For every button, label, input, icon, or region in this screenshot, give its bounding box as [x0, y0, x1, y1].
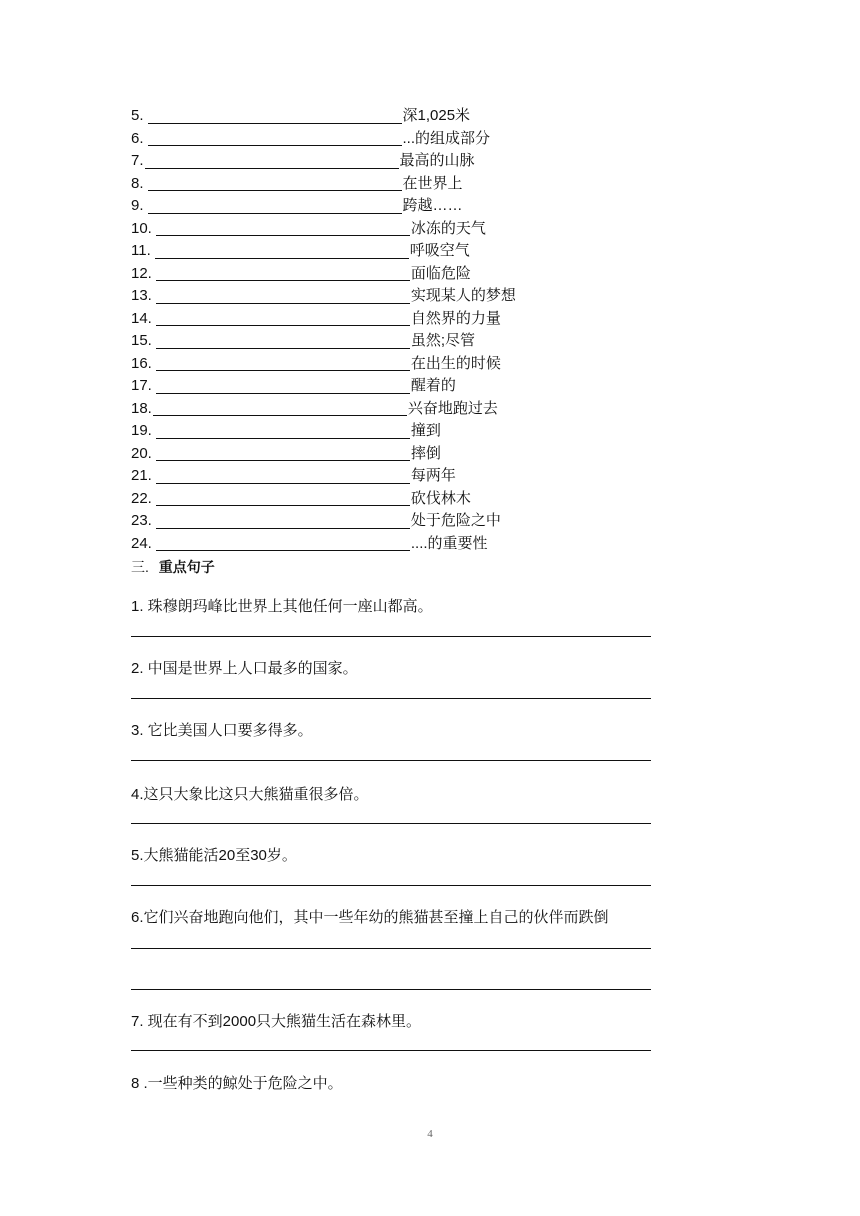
phrase-meaning: 实现某人的梦想	[410, 287, 516, 304]
sentence-6: 6.它们兴奋地跑向他们，其中一些年幼的熊猫甚至撞上自己的伙伴而跌倒	[131, 909, 609, 926]
answer-blank[interactable]	[155, 242, 409, 259]
section-title: 重点句子	[158, 559, 215, 575]
phrase-row	[131, 263, 516, 286]
section-prefix: 三.	[131, 559, 149, 575]
phrase-meaning: 跨越……	[402, 197, 463, 214]
answer-blank[interactable]	[156, 489, 410, 506]
phrase-row	[131, 128, 516, 151]
phrase-number: 15.	[131, 332, 152, 349]
phrase-meaning: 摔倒	[410, 444, 441, 462]
phrase-row	[131, 420, 516, 443]
sentence-5: 5.大熊猫能活20至30岁。	[131, 847, 297, 864]
phrase-meaning: 在世界上	[402, 174, 463, 192]
answer-line[interactable]	[131, 823, 651, 824]
phrase-meaning: 兴奋地跑过去	[407, 399, 498, 417]
phrase-number: 21.	[131, 467, 152, 484]
phrase-number: 22.	[131, 489, 152, 507]
sentence-1: 1. 珠穆朗玛峰比世界上其他任何一座山都高。	[131, 598, 433, 615]
phrase-row	[131, 510, 516, 533]
phrase-row	[131, 375, 516, 398]
answer-line[interactable]	[131, 948, 651, 949]
phrase-meaning: ...的组成部分	[402, 129, 491, 147]
phrase-row	[131, 465, 516, 488]
answer-blank[interactable]	[156, 534, 410, 551]
phrase-row	[131, 533, 516, 556]
phrase-number: 14.	[131, 309, 152, 327]
phrase-meaning: 深1,025米	[402, 107, 471, 124]
sentence-7: 7. 现在有不到2000只大熊猫生活在森林里。	[131, 1013, 422, 1030]
phrase-meaning: 醒着的	[410, 377, 456, 394]
sentence-4: 4.这只大象比这只大熊猫重很多倍。	[131, 786, 369, 803]
answer-blank[interactable]	[156, 309, 410, 326]
phrase-number: 11.	[131, 242, 151, 259]
answer-blank[interactable]	[156, 354, 410, 371]
phrase-number: 18.	[131, 399, 152, 417]
phrase-number: 6.	[131, 129, 144, 147]
answer-line[interactable]	[131, 636, 651, 637]
answer-blank[interactable]	[156, 512, 410, 529]
answer-line[interactable]	[131, 885, 651, 886]
phrase-meaning: 最高的山脉	[399, 152, 475, 169]
phrase-number: 17.	[131, 377, 152, 394]
phrase-meaning: ....的重要性	[410, 534, 488, 552]
phrase-number: 8.	[131, 174, 144, 192]
phrase-meaning: 呼吸空气	[409, 242, 470, 259]
phrase-row	[131, 195, 516, 218]
sentence-2: 2. 中国是世界上人口最多的国家。	[131, 660, 358, 677]
phrase-row	[131, 218, 516, 241]
phrase-number: 23.	[131, 512, 152, 529]
phrase-meaning: 处于危险之中	[410, 512, 501, 529]
phrase-meaning: 在出生的时候	[410, 354, 501, 372]
phrase-number: 12.	[131, 264, 152, 282]
phrase-number: 24.	[131, 534, 152, 552]
phrase-number: 10.	[131, 219, 152, 237]
phrase-meaning: 面临危险	[410, 264, 471, 282]
phrase-meaning: 自然界的力量	[410, 309, 501, 327]
answer-blank[interactable]	[148, 197, 402, 214]
phrase-meaning: 虽然;尽管	[410, 332, 476, 349]
phrase-meaning: 撞到	[410, 422, 441, 439]
page-number: 4	[427, 1128, 433, 1140]
phrase-list	[131, 105, 516, 555]
answer-blank[interactable]	[145, 152, 399, 169]
answer-line[interactable]	[131, 1050, 651, 1051]
answer-line[interactable]	[131, 698, 651, 699]
phrase-number: 19.	[131, 422, 152, 439]
phrase-number: 5.	[131, 107, 144, 124]
phrase-row	[131, 353, 516, 376]
sentence-3: 3. 它比美国人口要多得多。	[131, 722, 313, 739]
answer-blank[interactable]	[156, 444, 410, 461]
phrase-row	[131, 398, 516, 421]
phrase-row	[131, 173, 516, 196]
answer-blank[interactable]	[156, 264, 410, 281]
phrase-number: 13.	[131, 287, 152, 304]
phrase-meaning: 每两年	[410, 467, 456, 484]
sentence-8: 8 .一些种类的鲸处于危险之中。	[131, 1075, 343, 1092]
phrase-number: 7.	[131, 152, 144, 169]
answer-blank[interactable]	[156, 422, 410, 439]
answer-blank[interactable]	[148, 174, 402, 191]
answer-blank[interactable]	[156, 332, 410, 349]
phrase-row	[131, 488, 516, 511]
answer-line[interactable]	[131, 989, 651, 990]
phrase-row	[131, 150, 516, 173]
phrase-number: 9.	[131, 197, 144, 214]
phrase-row	[131, 285, 516, 308]
phrase-row	[131, 443, 516, 466]
phrase-meaning: 冰冻的天气	[410, 219, 486, 237]
phrase-row	[131, 308, 516, 331]
phrase-row	[131, 330, 516, 353]
answer-line[interactable]	[131, 760, 651, 761]
answer-blank[interactable]	[156, 219, 410, 236]
answer-blank[interactable]	[148, 129, 402, 146]
phrase-number: 20.	[131, 444, 152, 462]
answer-blank[interactable]	[148, 107, 402, 124]
phrase-meaning: 砍伐林木	[410, 489, 471, 507]
section-heading	[131, 557, 215, 577]
answer-blank[interactable]	[153, 399, 407, 416]
answer-blank[interactable]	[156, 377, 410, 394]
answer-blank[interactable]	[156, 467, 410, 484]
phrase-row	[131, 105, 516, 128]
answer-blank[interactable]	[156, 287, 410, 304]
phrase-row	[131, 240, 516, 263]
phrase-number: 16.	[131, 354, 152, 372]
